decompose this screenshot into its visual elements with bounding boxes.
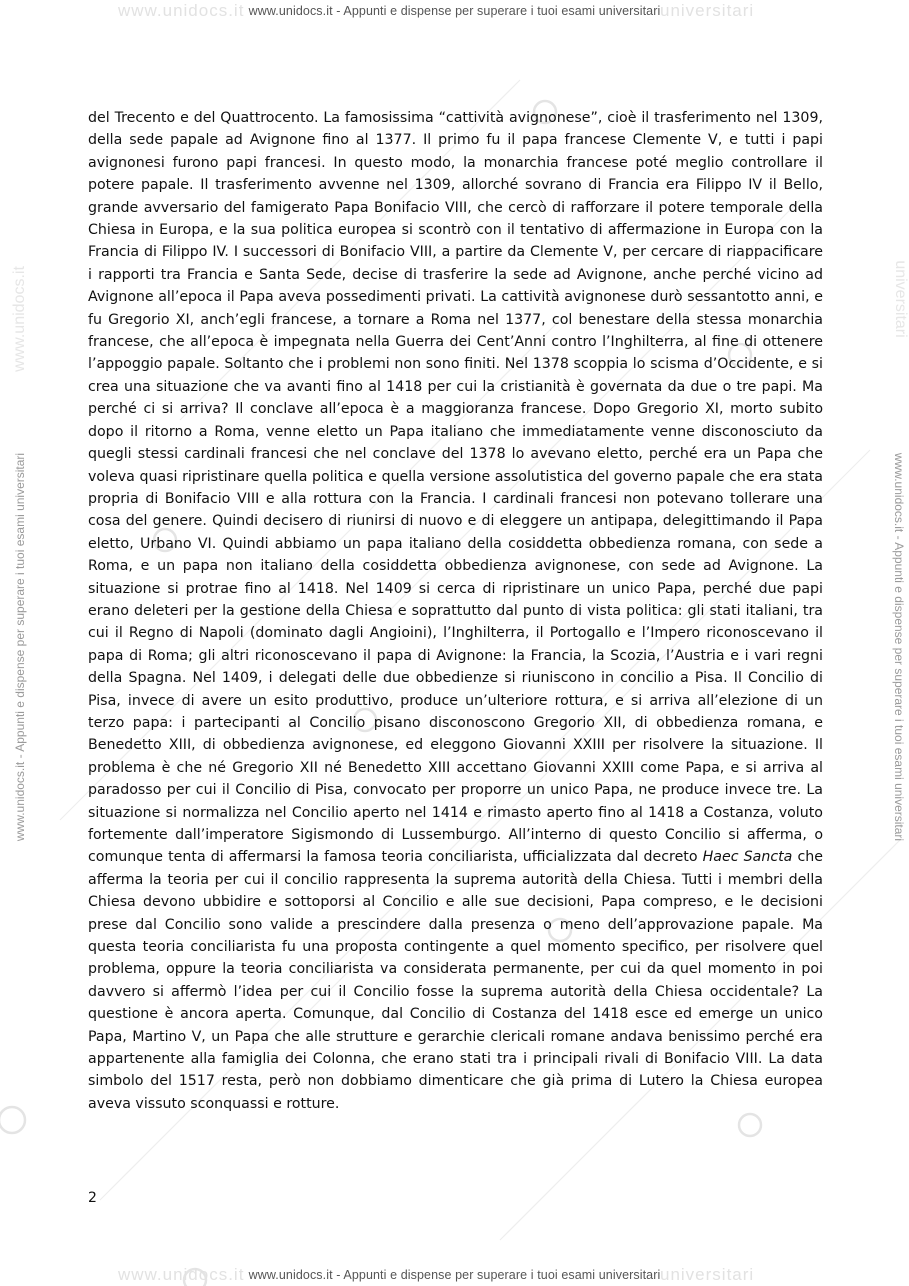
left-side-watermark: www.unidocs.it - Appunti e dispense per superare i tuoi esami universitari xyxy=(13,452,27,842)
document-body xyxy=(88,107,823,1115)
footer-faint-url-right: universitari xyxy=(660,1265,755,1284)
body-text-part2: che afferma la teoria per cui il concilio rappresenta la suprema autorità della Chiesa. Tutti i membri della Chiesa devono ubbidire e sottoporsi al Concilio e alle sue decisioni, Papa compreso, e le decisioni prese dal Concilio sono valide a prescindere dalla presenza o meno dell’approvazione papale. Ma questa teoria conciliarista fu una proposta contingente a quel momento specifico, per risolvere quel problema, oppure la teoria conciliarista va considerata permanente, per cui da quel momento in poi davvero si affermò l’idea per cui il Concilio fosse la suprema autorità della Chiesa occidentale? La questione è ancora aperta. Comunque, dal Concilio di Costanza del 1418 esce ed emerge un unico Papa, Martino V, un Papa che alle strutture e gerarchie clericali romane andava benissimo perché era appartenente alla famiglia dei Colonna, che erano stati tra i principali rivali di Bonifacio VIII. La data simbolo del 1517 resta, però non dobbiamo dimenticare che già prima di Lutero la Chiesa europea aveva vissuto sconquassi e rotture. xyxy=(88,849,824,1112)
header-banner[interactable]: www.unidocs.it - Appunti e dispense per superare i tuoi esami universitari xyxy=(248,4,661,18)
header-faint-url-right: universitari xyxy=(660,1,755,20)
body-paragraph xyxy=(88,107,823,1115)
right-side-faint-watermark: universitari xyxy=(892,260,909,338)
right-side-watermark: www.unidocs.it - Appunti e dispense per superare i tuoi esami universitari xyxy=(892,452,906,842)
footer-faint-url-left: www.unidocs.it xyxy=(118,1265,245,1284)
header-faint-url-left: www.unidocs.it xyxy=(118,1,245,20)
left-side-faint-watermark: www.unidocs.it xyxy=(11,266,28,372)
body-text-part1: del Trecento e del Quattrocento. La famosissima “cattività avignonese”, cioè il trasferimento nel 1309, della sede papale ad Avignone fino al 1377. Il primo fu il papa francese Clemente V, e tutti i papi avignonesi furono papi francesi. In questo modo, la monarchia francese poté meglio controllare il potere papale. Il trasferimento avvenne nel 1309, allorché sovrano di Francia era Filippo IV il Bello, grande avversario del famigerato Papa Bonifacio VIII, che cercò di rafforzare il potere temporale della Chiesa in Europa, e la sua politica europea si scontrò con il tentativo di affermazione in Europa con la Francia di Filippo IV. I successori di Bonifacio VIII, a partire da Clemente V, per cercare di riappacificare i rapporti tra Francia e Santa Sede, decise di trasferire la sede ad Avignone, anche perché vicino ad Avignone all’epoca il Papa aveva possedimenti privati. La cattività avignonese durò sessantotto anni, e fu Gregorio XI, anch’egli francese, a tornare a Roma nel 1377, col benestare della stessa monarchia francese, che all’epoca è impegnata nella Guerra dei Cent’Anni contro l’Inghilterra, al fine di ottenere l’appoggio papale. Soltanto che i problemi non sono finiti. Nel 1378 scoppia lo scisma d’Occidente, e si crea una situazione che va avanti fino al 1418 per cui la cristianità è governata da due o tre papi. Ma perché ci si arriva? Il conclave all’epoca è a maggioranza francese. Dopo Gregorio XI, morto subito dopo il ritorno a Roma, venne eletto un Papa italiano che immediatamente venne disconosciuto da quegli stessi cardinali francesi che nel conclave del 1378 lo avevano eletto, perché era un Papa che voleva quasi ripristinare quella politica e quella versione assolutistica del governo papale che era stata propria di Bonifacio VIII e alla rottura con la Francia. I cardinali francesi non potevano tollerare una cosa del genere. Quindi decisero di riunirsi di nuovo e di eleggere un antipapa, delegittimando il Papa eletto, Urbano VI. Quindi abbiamo un papa italiano della cosiddetta obbedienza romana, con sede a Roma, e un papa non italiano della cosiddetta obbedienza avignonese, con sede ad Avignone. La situazione si protrae fino al 1418. Nel 1409 si cerca di ripristinare un unico Papa, perché due papi erano deleteri per la gestione della Chiesa e soprattutto dal punto di vista politica: gli stati italiani, tra cui il Regno di Napoli (dominato dagli Angioini), l’Inghilterra, il Portogallo e l’Impero riconoscevano il papa di Roma; gli altri riconoscevano il papa di Avignone: la Francia, la Scozia, l’Austria e i vari regni della Spagna. Nel 1409, i delegati delle due obbedienze si riuniscono in concilio a Pisa. Il Concilio di Pisa, invece di avere un esito produttivo, produce un’ulteriore rottura, e si arriva all’elezione di un terzo papa: i partecipanti al Concilio pisano disconoscono Gregorio XII, di obbedienza romana, e Benedetto XIII, di obbedienza avignonese, ed eleggono Giovanni XXIII per risolvere la situazione. Il problema è che né Gregorio XII né Benedetto XIII accettano Giovanni XXIII come Papa, e si arriva al paradosso per cui il Concilio di Pisa, convocato per proporre un unico Papa, ne produce invece tre. La situazione si normalizza nel Concilio aperto nel 1414 e rimasto aperto fino al 1418 a Costanza, voluto fortemente dall’imperatore Sigismondo di Lussemburgo. All’interno di questo Concilio si afferma, o comunque tenta di affermarsi la famosa teoria conciliarista, ufficializzata dal decreto xyxy=(88,110,823,866)
watermark-logo-icon xyxy=(0,1107,25,1133)
footer-banner[interactable]: www.unidocs.it - Appunti e dispense per superare i tuoi esami universitari xyxy=(248,1268,661,1282)
decree-title: Haec Sancta xyxy=(702,849,793,866)
watermark-logo-icon xyxy=(739,1114,761,1136)
page-number: 2 xyxy=(88,1190,97,1206)
